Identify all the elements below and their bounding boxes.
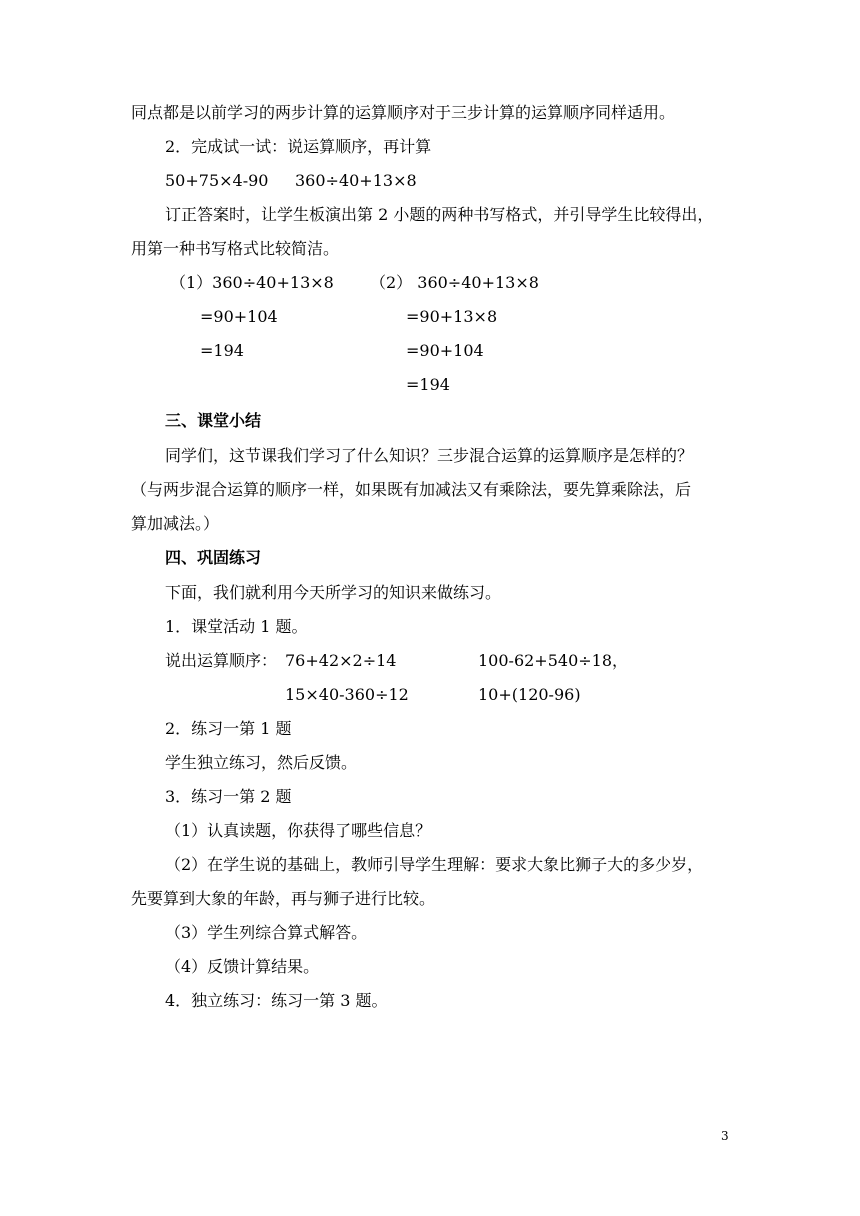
- exercise-title: 2．练习一第 1 题: [165, 719, 292, 738]
- paragraph-line: 下面，我们就利用今天所学习的知识来做练习。: [165, 583, 502, 602]
- paragraph-line: （与两步混合运算的顺序一样，如果既有加减法又有乘除法，要先算乘除法，后: [131, 480, 692, 499]
- sub-item: 先要算到大象的年龄，再与狮子进行比较。: [131, 889, 436, 908]
- exercise-title: 4．独立练习：练习一第 3 题。: [165, 991, 388, 1010]
- paragraph-line: 学生独立练习，然后反馈。: [165, 753, 358, 772]
- exercise-title: 3．练习一第 2 题: [165, 787, 292, 806]
- expression: 360÷40+13×8: [295, 171, 417, 190]
- exercise-title: 1．课堂活动 1 题。: [165, 617, 308, 636]
- sub-item: （3）学生列综合算式解答。: [165, 923, 368, 942]
- format-two-step: =90+13×8: [406, 307, 498, 326]
- expression: 15×40-360÷12: [285, 685, 409, 704]
- format-two-step: =194: [406, 375, 450, 394]
- format-two-label: （2） 360÷40+13×8: [370, 273, 539, 292]
- sub-item: （2）在学生说的基础上，教师引导学生理解：要求大象比狮子大的多少岁，: [165, 855, 704, 874]
- format-one-label: （1）360÷40+13×8: [170, 273, 334, 292]
- paragraph-line: 用第一种书写格式比较简洁。: [131, 239, 340, 258]
- sub-item: （1）认真读题，你获得了哪些信息？: [165, 821, 432, 840]
- section-heading: 三、课堂小结: [165, 411, 262, 430]
- sub-item: （4）反馈计算结果。: [165, 957, 320, 976]
- format-one-step: =90+104: [200, 307, 278, 326]
- expression: 10+(120-96): [478, 685, 581, 704]
- expression: 50+75×4-90: [165, 171, 269, 190]
- expression: 100-62+540÷18，: [478, 651, 629, 670]
- paragraph-line: 算加减法。）: [131, 514, 220, 533]
- section-heading: 四、巩固练习: [165, 548, 262, 567]
- exercise-label: 说出运算顺序：: [165, 651, 278, 670]
- paragraph-line: 同点都是以前学习的两步计算的运算顺序对于三步计算的运算顺序同样适用。: [131, 103, 676, 122]
- paragraph-line: 同学们，这节课我们学习了什么知识？三步混合运算的运算顺序是怎样的？: [165, 446, 694, 465]
- format-two-step: =90+104: [406, 341, 484, 360]
- format-one-step: =194: [200, 341, 244, 360]
- paragraph-line: 订正答案时，让学生板演出第 2 小题的两种书写格式，并引导学生比较得出，: [165, 205, 714, 224]
- page-number: 3: [721, 1129, 729, 1143]
- expression: 76+42×2÷14: [285, 651, 397, 670]
- item-title: 2．完成试一试：说运算顺序，再计算: [165, 137, 432, 156]
